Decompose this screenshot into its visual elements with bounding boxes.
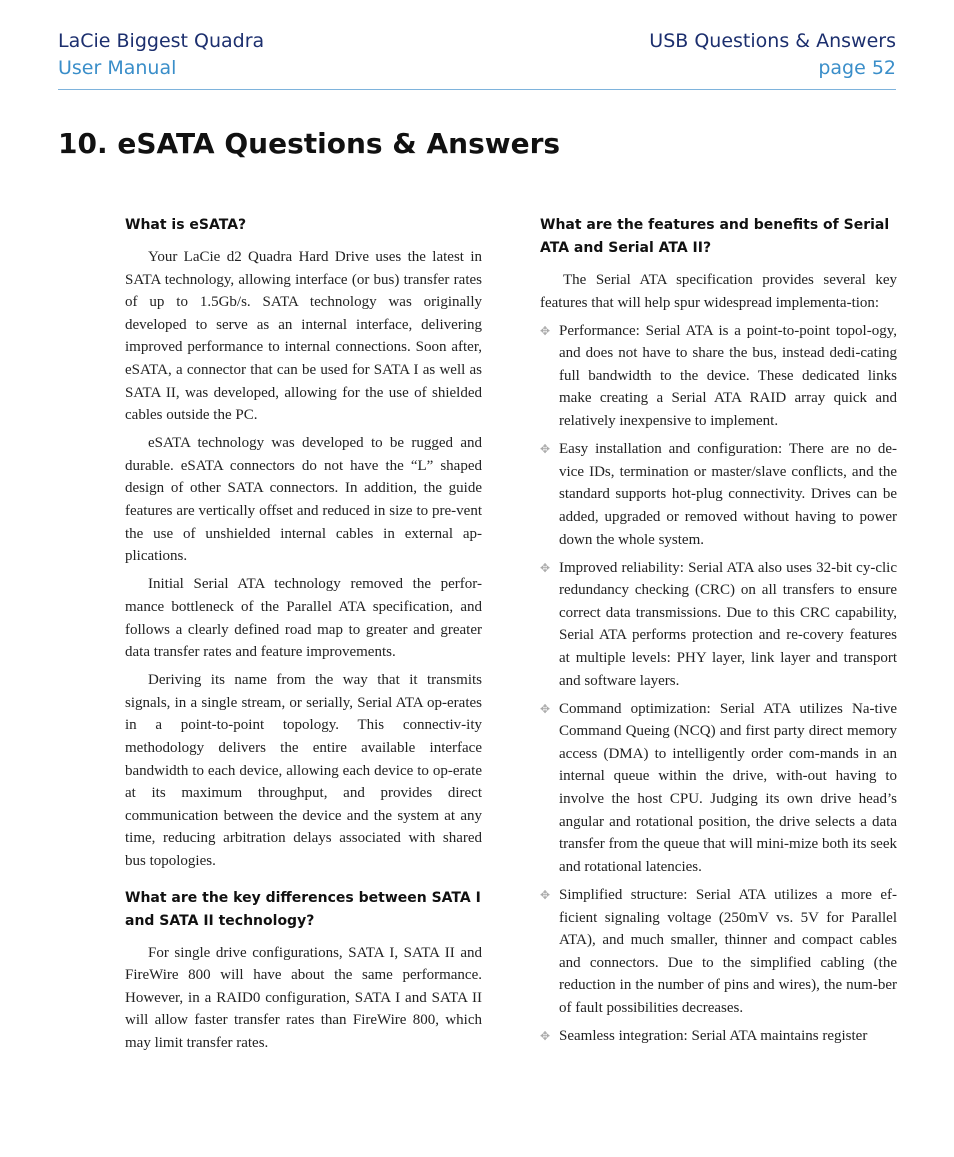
right-column	[540, 214, 897, 1053]
list-item	[540, 320, 897, 433]
list-item-text: Easy installation and configuration: There are no de-vice IDs, termination or master/slave conflicts, and the standard supports hot-plug connectivity. Drives can be added, upgraded or removed without having to power down the whole system.	[559, 441, 897, 548]
header-product-title: LaCie Biggest Quadra	[58, 30, 265, 52]
bullet-ornament-icon: ✥	[540, 1029, 551, 1043]
list-item-text: Improved reliability: Serial ATA also uses 32-bit cy-clic redundancy checking (CRC) on all transfers to ensure correct data transmissions. Due to this CRC capability, Serial ATA performs protection and re-covery features at multiple levels: PHY layer, link layer and transport and software layers.	[559, 559, 897, 689]
header-divider	[58, 89, 896, 90]
feature-list	[540, 320, 897, 1048]
list-item-text: Seamless integration: Serial ATA maintains register	[559, 1028, 868, 1044]
paragraph: Your LaCie d2 Quadra Hard Drive uses the latest in SATA technology, allowing interface (or bus) transfer rates of up to 1.5Gb/s. SATA technology was originally developed to serve as an internal interface, delivering improved performance to internal connections. Soon after, eSATA, a connector that can be used for SATA I as well as SATA II, was developed, allowing for the use of shielded cables outside the PC.	[125, 249, 482, 424]
question-features-benefits: What are the features and benefits of Serial ATA and Serial ATA II?	[540, 217, 890, 256]
question-sata-differences: What are the key differences between SATA I and SATA II technology?	[125, 889, 481, 929]
header-page-number: page 52	[818, 57, 896, 79]
list-item	[540, 884, 897, 1020]
left-column	[125, 214, 482, 1060]
list-item	[540, 438, 897, 551]
page-title: 10. eSATA Questions & Answers	[58, 127, 561, 160]
paragraph: For single drive configurations, SATA I, SATA II and FireWire 800 will have about the same performance. However, in a RAID0 configuration, SATA I and SATA II will allow faster transfer rates than FireWire 800, which may limit transfer rates.	[125, 944, 482, 1051]
list-item	[540, 557, 897, 693]
list-item	[540, 698, 897, 879]
list-item-text: Command optimization: Serial ATA utilizes Na-tive Command Queing (NCQ) and first party direct memory access (DMA) to intelligently order com-mands in an internal queue within the drive, with-out having to involve the host CPU. Judging its own drive head’s angular and rotational position, the drive selects a data transfer from the queue that will mini-mize both its seek and rotational latencies.	[559, 700, 897, 875]
bullet-ornament-icon: ✥	[540, 887, 551, 902]
bullet-ornament-icon: ✥	[540, 323, 551, 338]
header-manual-label: User Manual	[58, 57, 177, 79]
bullet-ornament-icon: ✥	[540, 701, 551, 716]
list-item-text: Performance: Serial ATA is a point-to-point topol-ogy, and does not have to share the bus, instead dedi-cating full bandwidth to the device. These dedicated links make creating a Serial ATA RAID array quick and relatively inexpensive to implement.	[559, 322, 897, 430]
paragraph: Deriving its name from the way that it transmits signals, in a single stream, or serially, Serial ATA op-erates in a point-to-point topology. This connectiv-ity methodology delivers the entire available interface bandwidth to each device, allowing each device to op-erate at its maximum throughput, and provides direct communication between the device and the system at any time, reducing arbitration delays associated with shared bus topologies.	[125, 672, 482, 869]
paragraph: Initial Serial ATA technology removed the perfor-mance bottleneck of the Parallel ATA specification, and follows a clearly defined road map to greater and greater data transfer rates and feature improvements.	[125, 576, 482, 661]
list-item-text: Simplified structure: Serial ATA utilizes a more ef-ficient signaling voltage (250mV vs. 5V for Parallel ATA), and much smaller, thinner and compact cables and connectors. Due to the simplified cabling (the reduction in the number of pins and wires), the num-ber of fault possibilities decreases.	[559, 886, 897, 1016]
list-item	[540, 1025, 897, 1048]
paragraph: The Serial ATA specification provides several key features that will help spur widespread implementa-tion:	[540, 272, 897, 311]
header-section-title: USB Questions & Answers	[649, 30, 896, 52]
bullet-ornament-icon: ✥	[540, 560, 551, 575]
paragraph: eSATA technology was developed to be rugged and durable. eSATA connectors do not have the “L” shaped design of other SATA connectors. In addition, the guide features are vertically offset and reduced in size to pre-vent the use of unshielded internal cables in external ap-plications.	[125, 435, 482, 565]
bullet-ornament-icon: ✥	[540, 442, 551, 457]
question-what-is-esata: What is eSATA?	[125, 217, 247, 233]
